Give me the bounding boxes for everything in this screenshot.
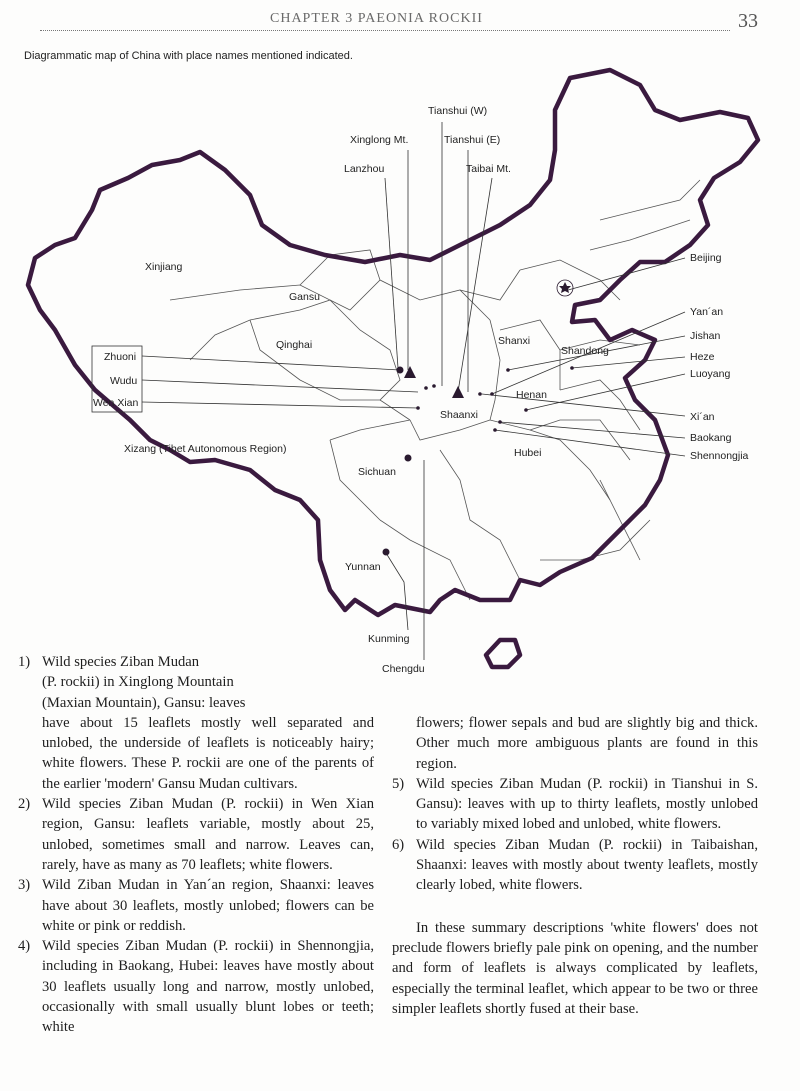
map-labels (93, 105, 749, 675)
list-item-5 (392, 774, 758, 835)
list-text: Wild species Ziban Mudan (P. rockii) in Wen Xian region, Gansu: leaflets variable, mostly about 25, unlobed, sometimes small and narrow. Leaves can, rarely, have as many as 70 leaflets; white flowers. (42, 796, 374, 873)
list-text: Wild Ziban Mudan in Yan´an region, Shaanxi: leaves have about 30 leaflets, mostly unlobed; flowers can be white or pink or reddish. (42, 877, 374, 934)
province-boundaries (170, 180, 700, 600)
marker-luoyang (524, 408, 528, 412)
label-yunnan: Yunnan (345, 561, 381, 573)
beijing-star-icon (559, 282, 571, 293)
leader-lanzhou (385, 178, 398, 368)
label-wenxian: Wen Xian (93, 397, 139, 409)
label-kunming: Kunming (368, 633, 410, 645)
label-yanan: Yan´an (690, 306, 724, 318)
sichuan-north-boundary (330, 420, 410, 440)
leader-kunming (386, 553, 408, 630)
label-xian: Xi´an (690, 411, 715, 423)
label-chengdu: Chengdu (382, 663, 425, 675)
label-xinglong: Xinglong Mt. (350, 134, 409, 146)
label-taibai: Taibai Mt. (466, 163, 511, 175)
marker-baokang (498, 420, 502, 424)
jilin-boundary (590, 220, 690, 250)
label-shennongjia: Shennongjia (690, 450, 749, 462)
label-baokang: Baokang (690, 432, 732, 444)
label-shaanxi: Shaanxi (440, 409, 478, 421)
marker-xian (478, 392, 482, 396)
running-header: CHAPTER 3 PAEONIA ROCKII (270, 11, 483, 26)
list-text: Wild species Ziban Mudan (P. rockii) in Tianshui in S. Gansu): leaves with up to thirty leaflets, mostly unlobed to variably mixed lobed and unlobed, white flowers. (416, 775, 758, 833)
list-number: 1) (18, 654, 31, 670)
label-qinghai: Qinghai (276, 339, 313, 351)
label-xizang: Xizang (Tibet Autonomous Region) (124, 443, 287, 455)
text-column-left (18, 652, 374, 1038)
yunnan-boundary (380, 520, 470, 600)
list-number: 5) (392, 775, 405, 792)
list-item-3 (18, 875, 374, 936)
list-item-2 (18, 794, 374, 875)
list-text: have about 15 leaflets mostly well separated and unlobed, the underside of leaflets is noticeably hairy; white flowers. These P. rockii are one of the parents of the earlier 'modern' Gansu Mudan cultivars. (42, 714, 374, 792)
marker-wenxian (416, 406, 420, 410)
marker-chengdu (405, 455, 412, 462)
leader-luoyang (526, 374, 685, 410)
label-zhuoni: Zhuoni (104, 351, 137, 363)
china-map (0, 60, 800, 680)
gansu-east-boundary (380, 280, 490, 320)
leader-wudu (142, 380, 418, 392)
list-item-4-continued: flowers; flower sepals and bud are slightly big and thick. Other much more ambiguous plants are found in this region. (416, 715, 758, 772)
map-caption: Diagrammatic map of China with place names mentioned indicated. (24, 50, 353, 62)
map-markers (383, 280, 574, 556)
leader-wenxian (142, 402, 418, 408)
label-jishan: Jishan (690, 330, 721, 342)
list-text: Wild species Ziban Mudan (42, 654, 200, 670)
list-number: 2) (18, 796, 31, 813)
list-number: 3) (18, 877, 31, 894)
shaanxi-south-boundary (410, 420, 490, 440)
marker-tianshui-w (424, 386, 428, 390)
leader-heze (572, 357, 685, 368)
sichuan-west-boundary (330, 440, 380, 520)
inner-mongolia-boundary (460, 270, 520, 300)
jiangxi-boundary (600, 480, 640, 560)
list-text: (Maxian Mountain), Gansu: leaves (42, 694, 246, 711)
page-number: 33 (738, 10, 758, 32)
marker-heze (570, 366, 574, 370)
leader-lines (142, 122, 685, 660)
label-hubei: Hubei (514, 447, 542, 459)
label-luoyang: Luoyang (690, 368, 731, 380)
henan-north-boundary (500, 320, 560, 390)
summary-paragraph: In these summary descriptions 'white flowers' does not preclude flowers briefly pale pink on opening, and the number and form of leaflets is always complicated by leaflets, especially the terminal leaflet, which appear to be two or three simpler leaflets shortly fused at their base. (392, 919, 758, 1017)
leader-taibai (458, 178, 492, 392)
marker-shennongjia (493, 428, 497, 432)
marker-xinglong (397, 367, 404, 374)
qinghai-boundary (330, 300, 400, 400)
marker-tianshui-triangle (404, 366, 416, 378)
label-heze: Heze (690, 351, 715, 363)
guizhou-boundary (440, 450, 520, 580)
heilongjiang-boundary (600, 180, 700, 220)
china-national-border (28, 70, 758, 615)
marker-yanan (490, 392, 494, 396)
marker-tianshui-e (432, 384, 436, 388)
label-gansu: Gansu (289, 291, 320, 303)
label-shandong: Shandong (561, 345, 609, 357)
marker-jishan (506, 368, 510, 372)
header-rule (40, 30, 730, 31)
list-number: 4) (18, 938, 31, 955)
label-xinjiang: Xinjiang (145, 261, 183, 273)
list-text: (P. rockii) in Xinglong Mountain (42, 674, 234, 691)
label-tianshui-e: Tianshui (E) (444, 134, 501, 146)
list-item-1 (18, 652, 374, 794)
label-tianshui-w: Tianshui (W) (428, 105, 488, 117)
list-text: Wild species Ziban Mudan (P. rockii) in Shennongjia, including in Baokang, Hubei: leaves have mostly about 30 leaflets usually long and narrow, mostly unlobed, occasionally with small usually blunt lobes or teeth; white (42, 938, 374, 1036)
label-sichuan: Sichuan (358, 466, 396, 478)
label-lanzhou: Lanzhou (344, 163, 385, 175)
marker-taibai-triangle (452, 386, 464, 398)
label-shanxi: Shanxi (498, 335, 531, 347)
list-number: 6) (392, 836, 405, 853)
label-henan: Henan (516, 389, 547, 401)
marker-kunming (383, 549, 390, 556)
list-item-4 (18, 936, 374, 1037)
label-beijing: Beijing (690, 252, 722, 264)
hainan-island (486, 640, 520, 667)
leader-beijing (568, 258, 685, 290)
label-wudu: Wudu (110, 375, 138, 387)
text-column-right (392, 713, 758, 1019)
list-text: Wild species Ziban Mudan (P. rockii) in Taibaishan, Shaanxi: leaves with mostly about twenty leaflets, mostly clearly lobed, white flowers. (416, 836, 758, 894)
list-item-6 (392, 835, 758, 896)
